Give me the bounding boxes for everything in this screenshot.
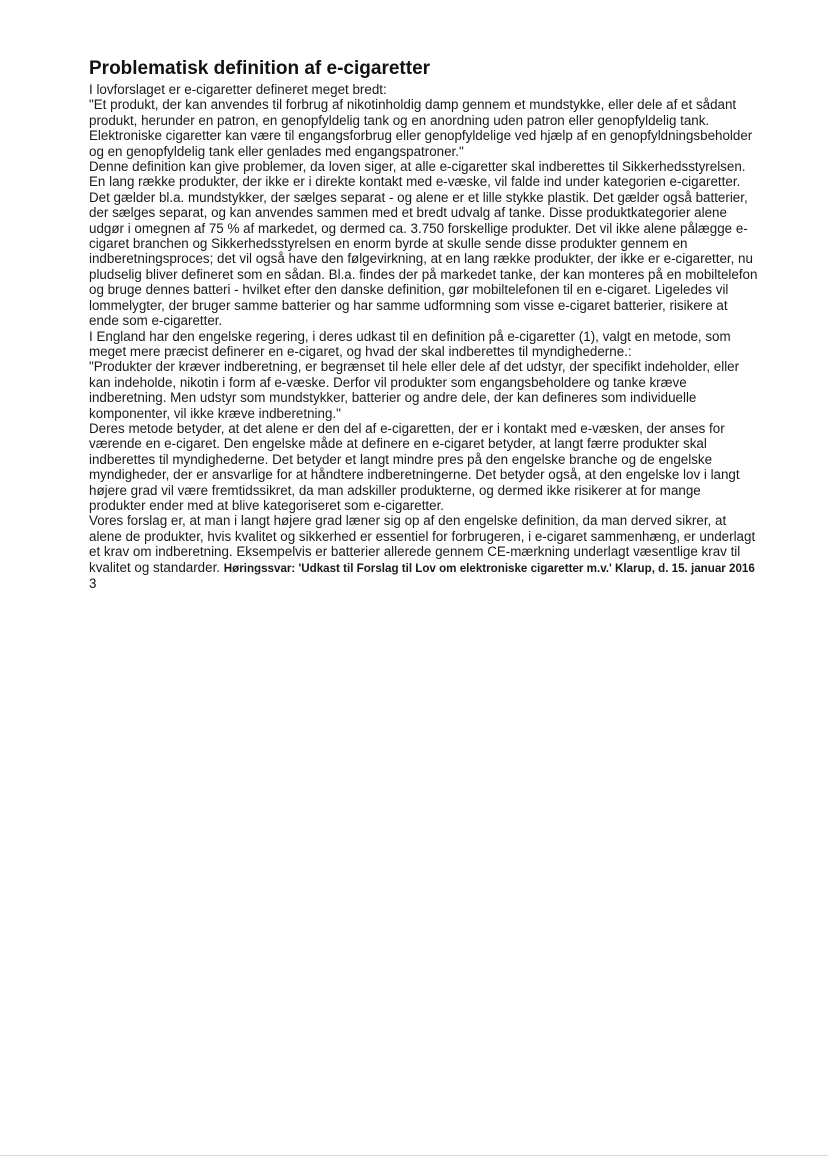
paragraph-problem: Denne definition kan give problemer, da loven siger, at alle e-cigaretter skal indberettes til Sikkerhedsstyrelsen. En lang række produkter, der ikke er i direkte kontakt med e-væske, vil falde ind under kategorien e-cigaretter. Det gælder bl.a. mundstykker, der sælges separat - og alene er et lille stykke plastik. Det gælder også batterier, der sælges separat, og kan anvendes sammen med et bredt udvalg af tanke. Disse produktkategorier alene udgør i omegnen af 75 % af markedet, og dermed ca. 3.750 forskellige produkter. Det vil ikke alene pålægge e-cigaret branchen og Sikkerhedsstyrelsen en enorm byrde at skulle sende disse produkter gennem en indberetningsproces; det vil også have den følgevirkning, at en lang række produkter, der ikke er e-cigaretter, nu pludselig bliver defineret som en sådan. Bl.a. findes der på markedet tanke, der kan monteres på en mobiltelefon og bruge dennes batteri - hvilket efter den danske definition, gør mobiltelefonen til en e-cigaret. Ligeledes vil lommelygter, der bruger samme batterier og har samme udformning som visse e-cigaret batterier, risikere at ende som e-cigaretter. (89, 159, 758, 329)
paragraph-intro: I lovforslaget er e-cigaretter defineret meget bredt: (89, 82, 387, 97)
paragraph-english-quote: "Produkter der kræver indberetning, er begrænset til hele eller dele af det udstyr, der specifikt indeholder, eller kan indeholde, nikotin i form af e-væske. Derfor vil produkter som engangsbeholdere og tanke kræve indberetning. Men udstyr som mundstykker, batterier og andre dele, der kan defineres som individuelle komponenter, vil ikke kræve indberetning." (89, 359, 740, 421)
paragraph-proposal (89, 513, 761, 576)
footer-divider (0, 1155, 828, 1156)
proposal-text: Vores forslag er, at man i langt højere grad læner sig op af den engelske definition, da man derved sikrer, at alene de produkter, hvis kvalitet og sikkerhed er essentiel for forbrugeren, i e-cigaret sammenhæng, er underlagt et krav om indberetning. Eksempelvis er batterier allerede gennem CE-mærkning underlagt væsentlige krav til kvalitet og standarder. (89, 513, 756, 575)
paragraph-law-quote: "Et produkt, der kan anvendes til forbrug af nikotinholdig damp gennem et mundstykke, eller dele af et sådant produkt, herunder en patron, en genopfyldelig tank og en anordning uden patron eller genopfyldelig tank. Elektroniske cigaretter kan være til engangsforbrug eller genopfyldelige ved hjælp af en genopfyldningsbeholder og en genopfyldelig tank eller genlades med engangspatroner." (89, 97, 753, 159)
paragraph-england: I England har den engelske regering, i deres udkast til en definition på e-cigaretter (1), valgt en metode, som meget mere præcist definerer en e-cigaret, og hvad der skal indberettes til myndighederne.: (89, 328, 731, 359)
source-citation: Høringssvar: 'Udkast til Forslag til Lov om elektroniske cigaretter m.v.' Klarup, d. 15. januar 2016 (223, 561, 755, 575)
paragraph-method: Deres metode betyder, at det alene er den del af e-cigaretten, der er i kontakt med e-væsken, der anses for værende en e-cigaret. Den engelske måde at definere en e-cigaret betyder, at langt færre produkter skal indberettes til myndighederne. Det betyder et langt mindre pres på den engelske branche og de engelske myndigheder, der er ansvarlige for at håndtere indberetningerne. Det betyder også, at den engelske lov i langt højere grad vil være fremtidssikret, da man adskiller produkterne, og dermed ikke risikerer at for mange produkter ender med at blive kategoriseret som e-cigaretter. (89, 420, 740, 513)
document-page (89, 58, 761, 591)
page-number: 3 (89, 576, 97, 591)
document-title: Problematisk definition af e-cigaretter (89, 58, 431, 79)
document-body (89, 82, 761, 576)
